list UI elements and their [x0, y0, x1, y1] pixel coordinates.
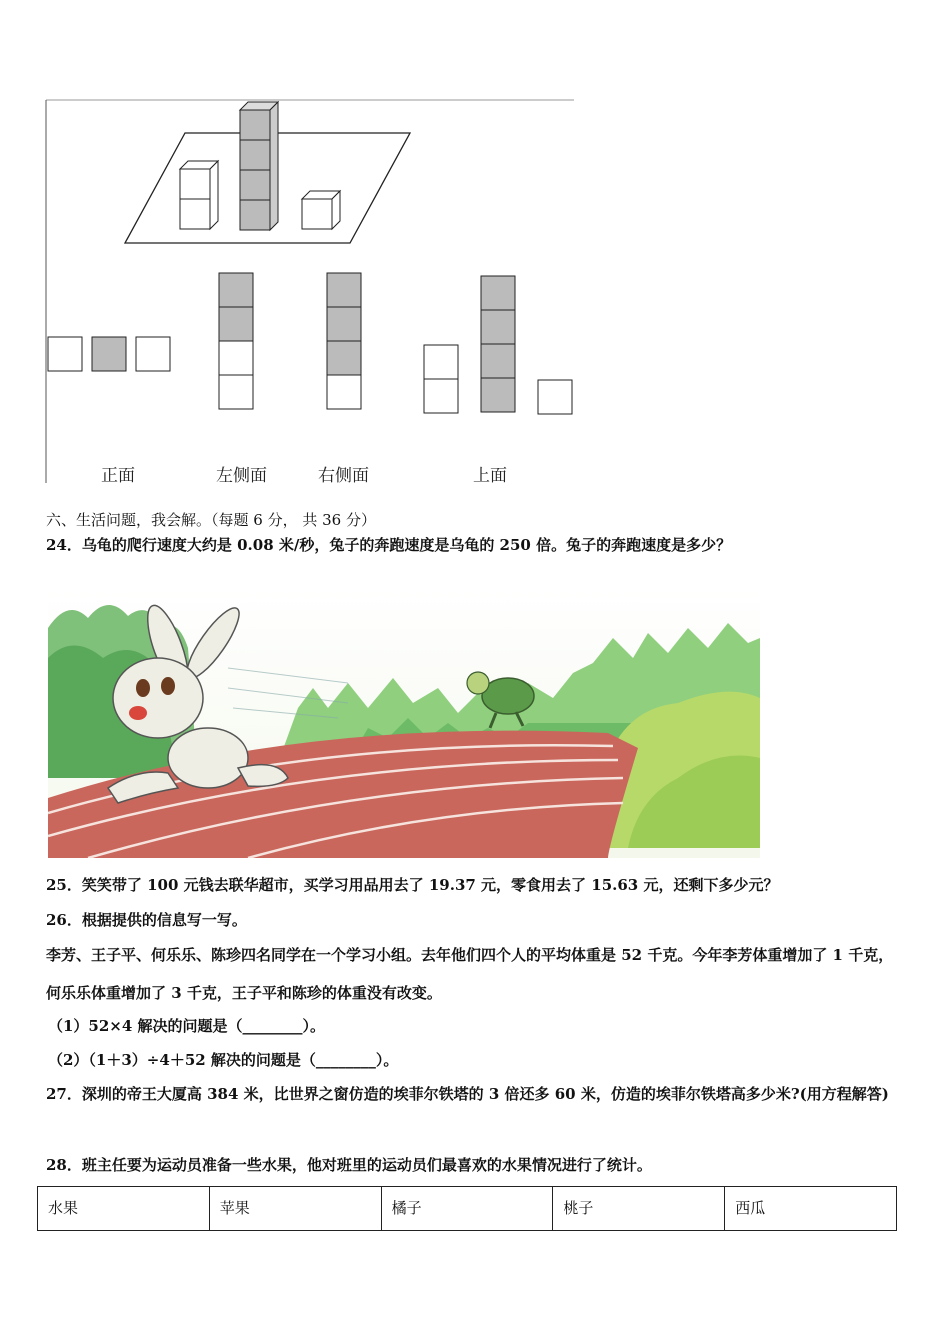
table-cell: 苹果: [209, 1187, 381, 1231]
table-cell: 水果: [38, 1187, 210, 1231]
right-side-view: [327, 273, 361, 409]
fruit-table: [37, 1186, 897, 1231]
question-27: 27．深圳的帝王大厦高 384 米，比世界之窗仿造的埃菲尔铁塔的 3 倍还多 60 米，仿造的埃菲尔铁塔高多少米?(用方程解答): [46, 1085, 889, 1103]
label-top-view: 上面: [473, 466, 507, 486]
cube-views-figure: [40, 95, 580, 490]
question-26-sub1: （1）52×4 解决的问题是（________）。: [48, 1017, 326, 1035]
cube-figure-drawing: [40, 95, 580, 490]
front-view: [48, 337, 170, 371]
question-26-sub2: （2）（1＋3）÷4＋52 解决的问题是（________）。: [48, 1051, 399, 1069]
left-side-view: [219, 273, 253, 409]
single-cube: [302, 191, 340, 229]
question-25: 25．笑笑带了 100 元钱去联华超市，买学习用品用去了 19.37 元，零食用去了 15.63 元，还剩下多少元？: [46, 876, 779, 894]
table-cell: 橘子: [381, 1187, 553, 1231]
label-left-view: 左侧面: [216, 466, 267, 486]
left-cube-stack: [180, 161, 218, 229]
tall-cube-stack: [240, 102, 278, 230]
table-cell: 西瓜: [725, 1187, 897, 1231]
table-cell: 桃子: [553, 1187, 725, 1231]
section-heading: 六、生活问题，我会解。（每题 6 分， 共 36 分）: [46, 511, 376, 529]
question-26-body: 李芳、王子平、何乐乐、陈珍四名同学在一个学习小组。去年他们四个人的平均体重是 52 千克。今年李芳体重增加了 1 千克，何乐乐体重增加了 3 千克，王子平和陈珍的体重没有改变。: [46, 946, 894, 1002]
rabbit-turtle-illustration: [48, 588, 760, 858]
top-view: [424, 276, 572, 414]
question-28: 28．班主任要为运动员准备一些水果，他对班里的运动员们最喜欢的水果情况进行了统计。: [46, 1156, 652, 1174]
question-26-title: 26．根据提供的信息写一写。: [46, 911, 247, 929]
label-right-view: 右侧面: [318, 466, 369, 486]
label-front-view: 正面: [101, 466, 135, 486]
question-24: 24．乌龟的爬行速度大约是 0.08 米/秒，兔子的奔跑速度是乌龟的 250 倍。兔子的奔跑速度是多少？: [46, 536, 732, 554]
table-row: [38, 1187, 897, 1231]
